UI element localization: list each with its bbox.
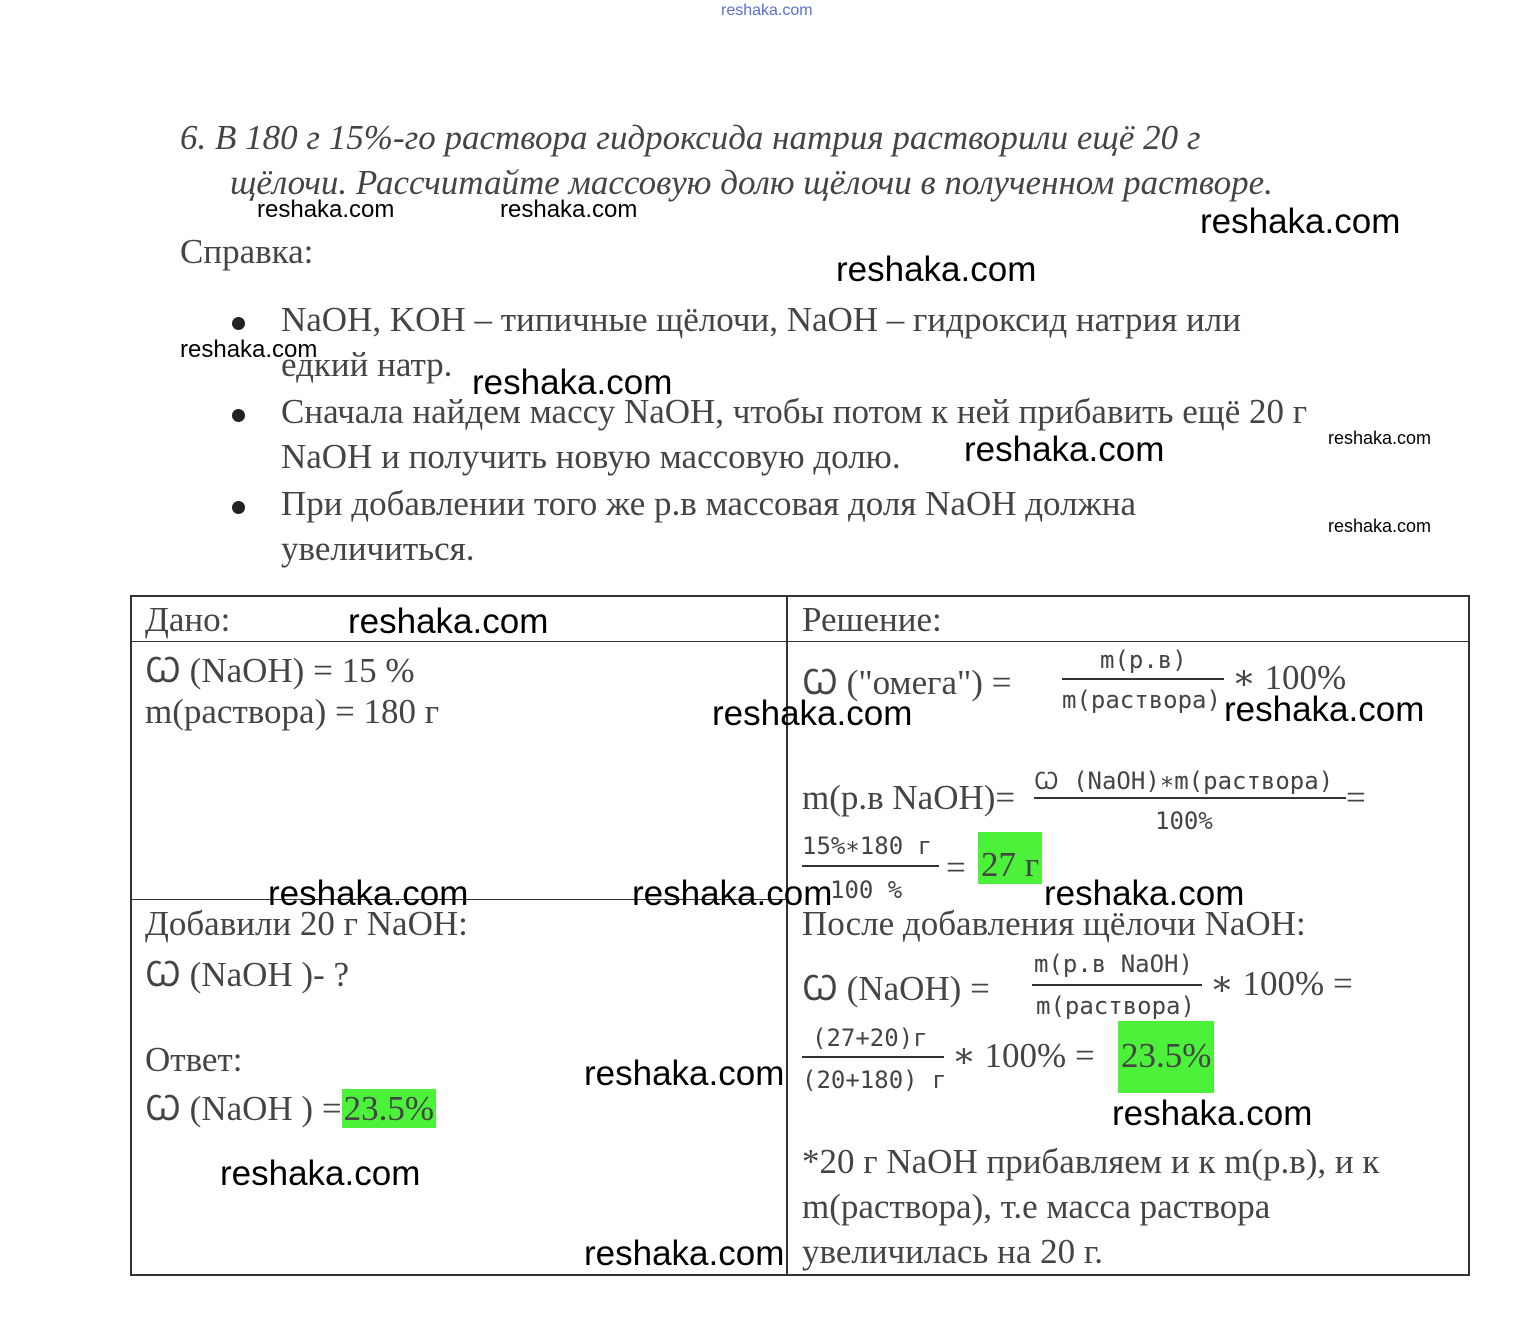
formula2-tail: = <box>1346 778 1366 817</box>
watermark: reshaka.com <box>1200 202 1401 241</box>
answer-prefix: Ꞷ (NaOH ) = <box>145 1089 342 1128</box>
bullet-2-line-2: NaOH и получить новую массовую долю. <box>281 437 901 476</box>
watermark: reshaka.com <box>348 602 549 641</box>
fraction-bar <box>1034 797 1346 799</box>
given-omega: Ꞷ (NaOH) = 15 % <box>145 651 415 690</box>
watermark: reshaka.com <box>1328 516 1432 536</box>
formula1-lhs: Ꞷ ("омега") = <box>802 663 1012 702</box>
watermark: reshaka.com <box>1044 874 1245 913</box>
answer-value: 23.5% <box>343 1089 434 1128</box>
bullet-3-line-2: увеличиться. <box>281 529 475 568</box>
formula3-result: 27 г <box>978 832 1042 884</box>
formula5-num: (27+20)г <box>812 1024 928 1052</box>
watermark: reshaka.com <box>500 196 638 223</box>
formula4-tail: ∗ 100% = <box>1210 964 1353 1003</box>
watermark: reshaka.com <box>1224 690 1425 729</box>
note-line-2: m(раствора), т.е масса раствора <box>802 1187 1271 1226</box>
formula3-den: 100 % <box>830 876 903 904</box>
formula1-den: m(раствора) <box>1062 686 1221 714</box>
formula5-den: (20+180) г <box>802 1066 947 1094</box>
watermark: reshaka.com <box>584 1234 785 1273</box>
bullet-dot <box>232 501 245 514</box>
watermark: reshaka.com <box>632 874 833 913</box>
solution-header: Решение: <box>802 600 942 639</box>
formula4-lhs: Ꞷ (NaOH) = <box>802 969 990 1008</box>
fraction-bar <box>1062 678 1224 680</box>
bullet-1-line-1: NaOH, KOH – типичные щёлочи, NaOH – гидроксид натрия или <box>281 300 1241 339</box>
watermark: reshaka.com <box>584 1054 785 1093</box>
formula1-num: m(р.в) <box>1100 646 1187 674</box>
answer-line <box>145 1084 436 1131</box>
given-header: Дано: <box>145 600 231 639</box>
watermark: reshaka.com <box>220 1154 421 1193</box>
watermark: reshaka.com <box>1328 428 1432 448</box>
watermark: reshaka.com <box>472 363 673 402</box>
bullet-1-line-2: едкий натр. <box>281 345 453 384</box>
formula4-den: m(раствора) <box>1036 992 1195 1020</box>
formula5-tail: ∗ 100% = <box>952 1036 1095 1075</box>
bullet-dot <box>232 409 245 422</box>
bullet-2-line-1: Сначала найдем массу NaOH, чтобы потом к ней прибавить ещё 20 г <box>281 392 1308 431</box>
problem-line-2: щёлочи. Рассчитайте массовую долю щёлочи в полученном растворе. <box>230 163 1273 202</box>
answer-label: Ответ: <box>145 1040 243 1079</box>
find-line: Ꞷ (NaOH )- ? <box>145 955 350 994</box>
formula3-eq: = <box>946 848 966 887</box>
after-title: После добавления щёлочи NaOH: <box>802 904 1306 943</box>
note-line-1: *20 г NaOH прибавляем и к m(р.в), и к <box>802 1142 1380 1181</box>
added-line: Добавили 20 г NaOH: <box>145 904 468 943</box>
watermark: reshaka.com <box>836 250 1037 289</box>
formula5-result: 23.5% <box>1118 1021 1214 1093</box>
watermark: reshaka.com <box>180 336 318 363</box>
given-mass: m(раствора) = 180 г <box>145 692 440 731</box>
reference-title: Справка: <box>180 232 314 271</box>
bullet-dot <box>232 317 245 330</box>
formula1-tail: ∗ 100% <box>1232 658 1347 697</box>
formula3-num: 15%∗180 г <box>802 832 933 860</box>
formula2-num: Ꞷ (NaOH)∗m(раствора) <box>1034 767 1334 795</box>
fraction-bar <box>802 865 939 867</box>
watermark: reshaka.com <box>1112 1094 1313 1133</box>
formula2-den: 100% <box>1155 807 1213 835</box>
bullet-3-line-1: При добавлении того же р.в массовая доля NaOH должна <box>281 484 1137 523</box>
watermark: reshaka.com <box>257 196 395 223</box>
formula4-num: m(р.в NaOH) <box>1034 950 1193 978</box>
fraction-bar <box>802 1056 944 1058</box>
top-watermark: reshaka.com <box>721 2 813 19</box>
formula2-lhs: m(р.в NaOH)= <box>802 778 1016 817</box>
fraction-bar <box>1032 984 1202 986</box>
watermark: reshaka.com <box>268 874 469 913</box>
watermark: reshaka.com <box>712 694 913 733</box>
problem-line-1: 6. В 180 г 15%-го раствора гидроксида натрия растворили ещё 20 г <box>180 118 1201 157</box>
note-line-3: увеличилась на 20 г. <box>802 1232 1104 1271</box>
watermark: reshaka.com <box>964 430 1165 469</box>
